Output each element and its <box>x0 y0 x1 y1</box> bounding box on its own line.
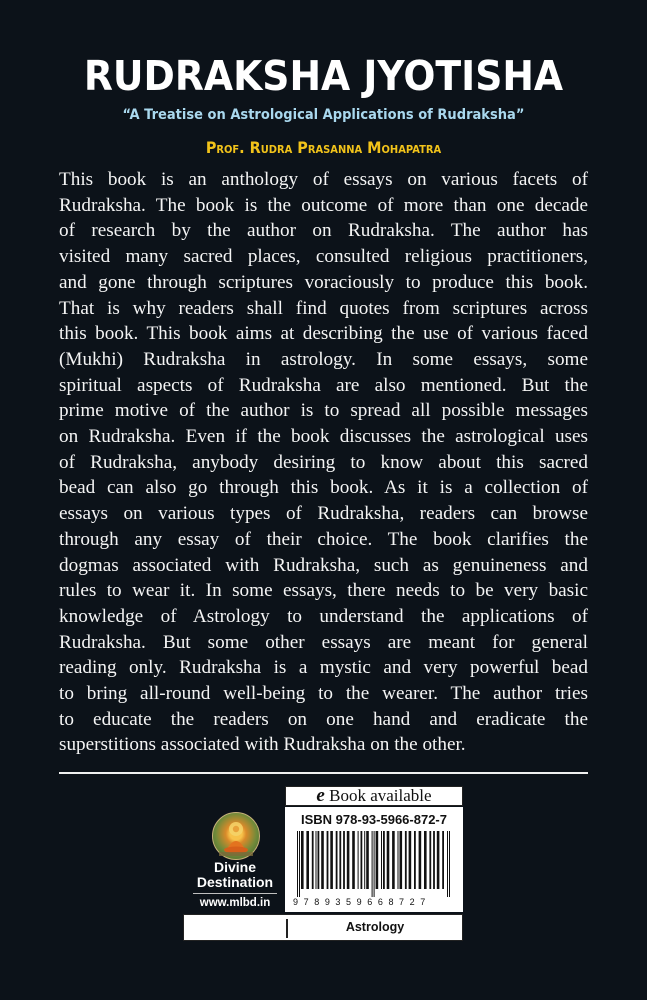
ebook-e-glyph: e <box>316 785 325 806</box>
blurb-line: reading only. Rudraksha is a mystic and very powerful bead <box>59 657 588 679</box>
blurb-line: to bring all-round well-being to the wearer. The author tries <box>59 683 588 705</box>
publisher-name <box>190 860 280 890</box>
blurb-line: Rudraksha. The book is the outcome of more than one decade <box>59 194 588 216</box>
blurb-line: rules to wear it. In some essays, there needs to be very basic <box>59 580 588 602</box>
blurb-line: visited many sacred places, consulted religious practitioners, <box>59 246 588 268</box>
blurb-line: to educate the readers on one hand and eradicate the <box>59 708 588 730</box>
ebook-label: Book available <box>324 786 432 805</box>
isbn-box <box>285 807 463 912</box>
blurb-line: (Mukhi) Rudraksha in astrology. In some essays, some <box>59 348 588 370</box>
blurb-line: and gone through scriptures voraciously to produce this book. <box>59 271 588 293</box>
blurb-line: of Rudraksha, anybody desiring to know about this sacred <box>59 451 588 473</box>
blurb-line: superstitions associated with Rudraksha on the other. <box>59 734 466 756</box>
barcode-icon <box>297 831 451 897</box>
blurb-line: through any essay of their choice. The book clarifies the <box>59 528 588 550</box>
blurb-line: spiritual aspects of Rudraksha are also mentioned. But the <box>59 374 588 396</box>
isbn-text: ISBN 978-93-5966-872-7 <box>301 812 447 827</box>
book-subtitle: “A Treatise on Astrological Applications of Rudraksha” <box>122 107 525 123</box>
divider-rule <box>59 772 588 774</box>
blurb-line: this book. This book aims at describing the use of various faced <box>59 323 588 345</box>
blurb-line: on Rudraksha. Even if the book discusses the astrological uses <box>59 426 588 448</box>
book-author: Prof. Rudra Prasanna Mohapatra <box>205 138 442 157</box>
blurb-line: dogmas associated with Rudraksha, such as genuineness and <box>59 554 588 576</box>
barcode-digits: 9789359668727 <box>293 897 431 907</box>
publisher-rule <box>193 893 277 894</box>
blurb-line: prime motive of the author is to spread all possible messages <box>59 400 588 422</box>
category-label: Astrology <box>345 920 405 934</box>
book-title: RUDRAKSHA JYOTISHA <box>83 52 564 100</box>
blurb-line: knowledge of Astrology to understand the applications of <box>59 605 588 627</box>
blurb-line: Rudraksha. But some other essays are meant for general <box>59 631 588 653</box>
blurb-line: This book is an anthology of essays on various facets of <box>59 169 588 190</box>
blurb-line: of research by the author on Rudraksha. The author has <box>59 220 588 242</box>
blurb-line: That is why readers shall find quotes from scriptures across <box>59 297 588 319</box>
blurb-line: bead can also go through this book. As it is a collection of <box>59 477 588 499</box>
category-bar <box>183 914 463 941</box>
ebook-available-badge <box>285 786 463 806</box>
blurb-text <box>59 167 588 758</box>
publisher-name-line1: Divine <box>213 859 256 875</box>
publisher-url: www.mlbd.in <box>199 897 271 909</box>
buddha-logo-icon <box>212 812 260 860</box>
publisher-name-line2: Destination <box>196 874 274 890</box>
blurb-line: essays on various types of Rudraksha, readers can browse <box>59 503 588 525</box>
